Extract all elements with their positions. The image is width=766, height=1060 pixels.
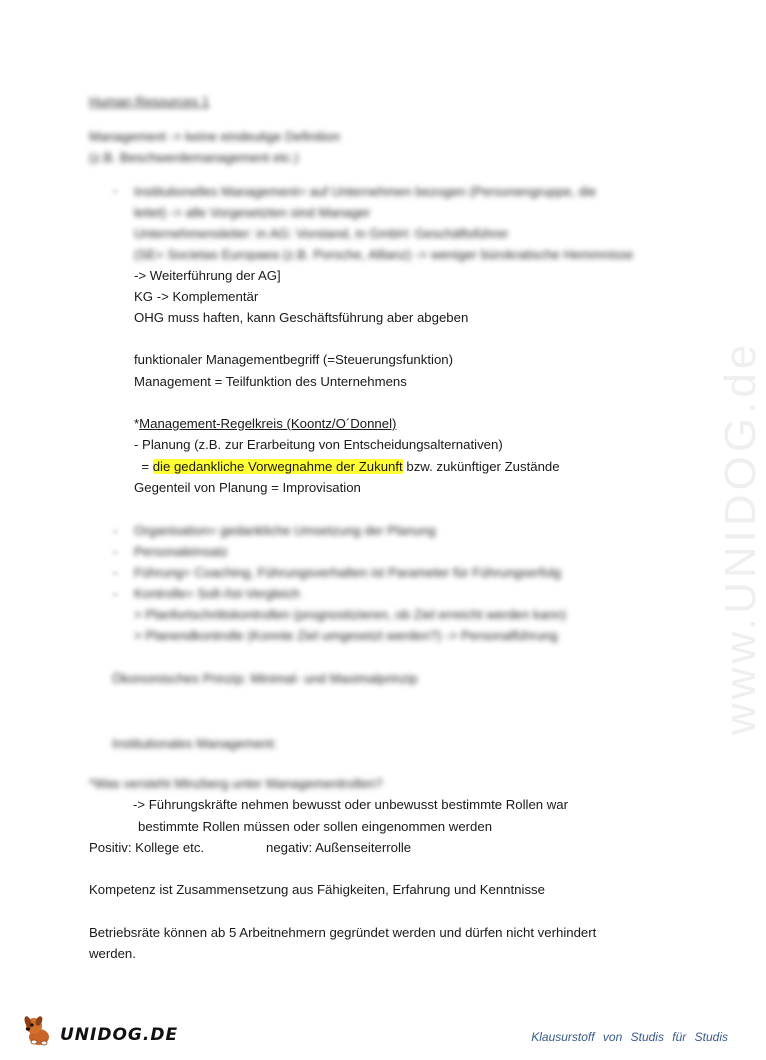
highlighted-line: [134, 459, 560, 475]
dog-icon: [22, 1013, 58, 1049]
watermark: www.UNIDOG.de: [716, 340, 765, 735]
text-prefix: =: [134, 459, 153, 474]
text-line: Ökonomisches Prinzip: Minimal- und Maximalprinzip: [112, 671, 418, 686]
text-line: > Planendkontrolle (Konnte Ziel umgesetzt werden?) -> Personalführung: [134, 628, 558, 643]
doc-title: Human Resources 1: [89, 94, 210, 109]
text-suffix: bzw. zukünftiger Zustände: [402, 459, 560, 474]
text-line: negativ: Außenseiterrolle: [266, 840, 412, 855]
text-line: -> Weiterführung der AG]: [134, 268, 281, 283]
text-line: Gegenteil von Planung = Improvisation: [134, 480, 361, 495]
text-line: Unternehmensleiter: in AG: Vorstand, in GmbH: Geschäftsführer: [134, 226, 509, 241]
bullet-dash: -: [113, 565, 118, 580]
text-line: OHG muss haften, kann Geschäftsführung aber abgeben: [134, 310, 469, 325]
footer-tagline: Klausurstoff von Studis für Studis: [531, 1030, 728, 1044]
text-line: Organisation= gedankliche Umsetzung der Planung: [134, 523, 436, 538]
section-heading: [134, 416, 396, 432]
bullet-dash: -: [113, 183, 118, 198]
text-line: Führung= Coaching, Führungsverhalten ist Parameter für Führungserfolg: [134, 565, 561, 580]
text-line: - Planung (z.B. zur Erarbeitung von Entscheidungsalternativen): [134, 437, 503, 452]
text-line: Positiv: Kollege etc.: [89, 840, 205, 855]
text-line: funktionaler Managementbegriff (=Steuerungsfunktion): [134, 352, 454, 367]
bullet-dash: -: [113, 523, 118, 538]
text-line: > Planfortschrittskontrollen (prognostizieren, ob Ziel erreicht werden kann): [134, 607, 567, 622]
text-line: (z.B. Beschwerdemanagement etc.): [89, 150, 299, 165]
text-line: Kontrolle= Soll-/Ist-Vergleich: [134, 586, 301, 601]
text-line: Kompetenz ist Zusammensetzung aus Fähigkeiten, Erfahrung und Kenntnisse: [89, 882, 545, 897]
text-line: *Was versteht Minzberg unter Managementrollen?: [89, 776, 383, 791]
bullet-dash: -: [113, 586, 118, 601]
text-line: werden.: [89, 946, 136, 961]
text-line: Management = Teilfunktion des Unternehmens: [134, 374, 407, 389]
text-line: leitet) -> alle Vorgesetzten sind Manager: [134, 205, 371, 220]
text-line: Management -> keine eindeutige Definition: [89, 129, 341, 144]
text-line: Institutionelles Management= auf Unternehmen bezogen (Personengruppe, die: [134, 184, 597, 199]
logo-text: UNIDOG.DE: [60, 1025, 179, 1045]
star-marker: *: [134, 416, 140, 431]
text-line: Betriebsräte können ab 5 Arbeitnehmern gegründet werden und dürfen nicht verhindert: [89, 925, 597, 940]
unidog-logo[interactable]: [22, 1013, 178, 1049]
highlighted-text: die gedankliche Vorwegnahme der Zukunft: [152, 459, 403, 474]
text-line: (SE= Societas Europaea (z.B. Porsche, Allianz) -> weniger bürokratische Hemmnisse: [134, 247, 634, 262]
text-line: KG -> Komplementär: [134, 289, 259, 304]
bullet-dash: -: [113, 544, 118, 559]
text-line: Institutionales Management:: [112, 736, 277, 751]
underlined-heading: Management-Regelkreis (Koontz/O´Donnel): [139, 416, 397, 431]
text-line: bestimmte Rollen müssen oder sollen eingenommen werden: [138, 819, 493, 834]
text-line: -> Führungskräfte nehmen bewusst oder unbewusst bestimmte Rollen war: [133, 797, 569, 812]
text-line: Personaleinsatz: [134, 544, 228, 559]
